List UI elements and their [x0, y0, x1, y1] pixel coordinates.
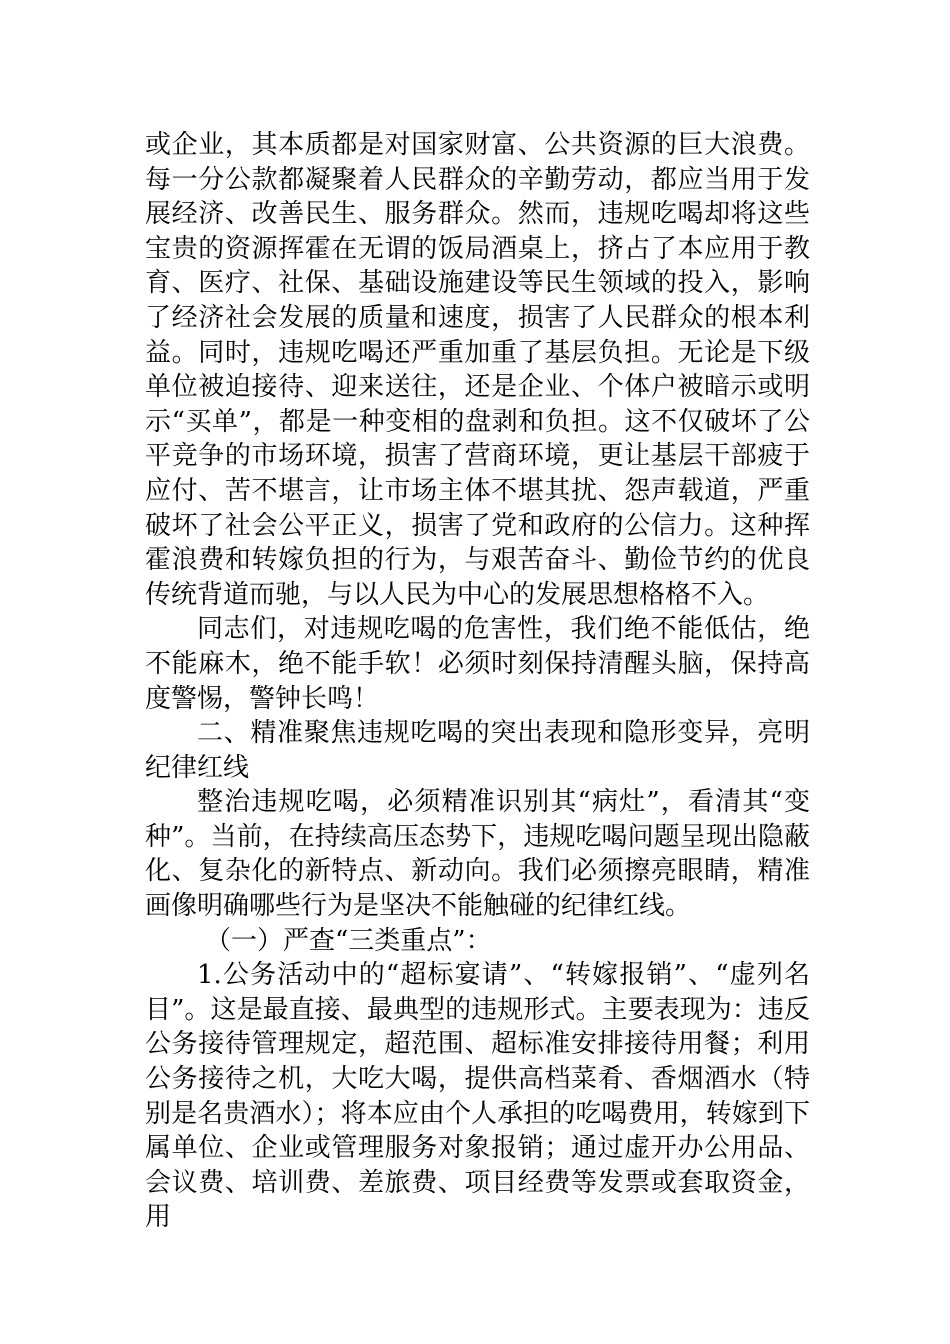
subsection-heading: （一）严查“三类重点”： [205, 925, 492, 956]
paragraph-section-intro: 整治违规吃喝，必须精准识别其“病灶”，看清其“变种”。当前，在持续高压态势下，违规吃喝问题呈现出隐蔽化、复杂化的新特点、新动向。我们必须擦亮眼睛，精准画像明确哪些行为是坚决不能触碰的纪律红线。 [145, 787, 810, 922]
paragraph-warning: 同志们，对违规吃喝的危害性，我们绝不能低估，绝不能麻木，绝不能手软！必须时刻保持清醒头脑，保持高度警惕，警钟长鸣！ [145, 614, 810, 714]
document-body [145, 128, 810, 1235]
paragraph-continuation: 或企业，其本质都是对国家财富、公共资源的巨大浪费。每一分公款都凝聚着人民群众的辛勤劳动，都应当用于发展经济、改善民生、服务群众。然而，违规吃喝却将这些宝贵的资源挥霍在无谓的饭局酒桌上，挤占了本应用于教育、医疗、社保、基础设施建设等民生领域的投入，影响了经济社会发展的质量和速度，损害了人民群众的根本利益。同时，违规吃喝还严重加重了基层负担。无论是下级单位被迫接待、迎来送往，还是企业、个体户被暗示或明示“买单”，都是一种变相的盘剥和负担。这不仅破坏了公平竞争的市场环境，损害了营商环境，更让基层干部疲于应付、苦不堪言，让市场主体不堪其扰、怨声载道，严重破坏了社会公平正义，损害了党和政府的公信力。这种挥霍浪费和转嫁负担的行为，与艰苦奋斗、勤俭节约的优良传统背道而驰，与以人民为中心的发展思想格格不入。 [145, 130, 810, 610]
paragraph-item-1: 1.公务活动中的“超标宴请”、“转嫁报销”、“虚列名目”。这是最直接、最典型的违规形式。主要表现为：违反公务接待管理规定，超范围、超标准安排接待用餐；利用公务接待之机，大吃大喝，提供高档菜肴、香烟酒水（特别是名贵酒水）；将本应由个人承担的吃喝费用，转嫁到下属单位、企业或管理服务对象报销；通过虚开办公用品、会议费、培训费、差旅费、项目经费等发票或套取资金，用 [145, 960, 810, 1233]
section-heading: 二、精准聚焦违规吃喝的突出表现和隐形变异，亮明纪律红线 [145, 718, 810, 783]
